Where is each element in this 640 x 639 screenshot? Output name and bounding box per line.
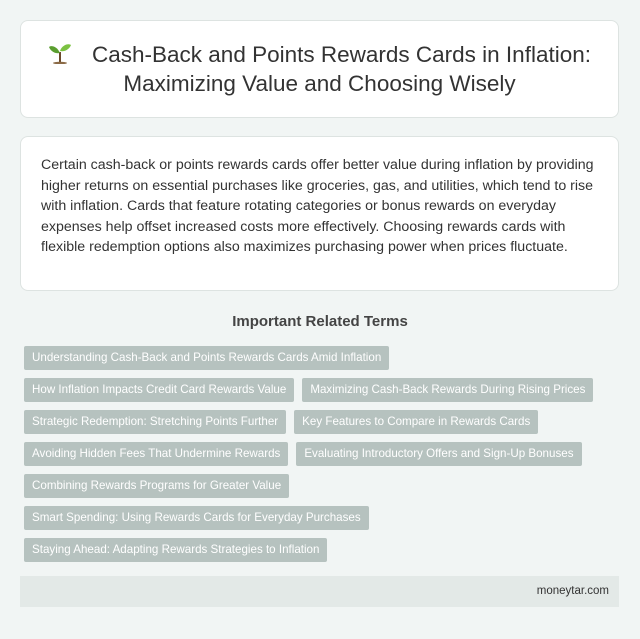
related-term-tag[interactable]: Evaluating Introductory Offers and Sign-Up Bonuses (296, 442, 581, 466)
tag-row (24, 506, 620, 530)
footer (20, 576, 619, 607)
tag-row (24, 474, 620, 498)
related-terms-list (24, 346, 620, 570)
related-term-tag[interactable]: Avoiding Hidden Fees That Undermine Rewards (24, 442, 288, 466)
page-title-text: Cash-Back and Points Rewards Cards in Inflation: Maximizing Value and Choosing Wisely (92, 42, 591, 96)
footer-site-link[interactable]: moneytar.com (536, 585, 609, 597)
tag-row (24, 410, 620, 434)
related-term-tag[interactable]: Understanding Cash-Back and Points Rewards Cards Amid Inflation (24, 346, 389, 370)
related-term-tag[interactable]: Strategic Redemption: Stretching Points Further (24, 410, 286, 434)
sprout-icon (48, 42, 72, 64)
related-terms-heading: Important Related Terms (232, 313, 408, 330)
tag-row (24, 538, 620, 562)
description-card (20, 136, 619, 291)
tag-row (24, 346, 620, 370)
tag-row (24, 378, 620, 402)
page-title (21, 40, 618, 98)
description-text: Certain cash-back or points rewards cards offer better value during inflation by providing higher returns on essential purchases like groceries, gas, and utilities, which tend to rise with inflation. Cards that feature rotating categories or bonus rewards on everyday expenses help offset increased costs more effectively. Choosing rewards cards with flexible redemption options also maximizes purchasing power when prices fluctuate. (41, 157, 594, 255)
related-term-tag[interactable]: Maximizing Cash-Back Rewards During Rising Prices (302, 378, 593, 402)
related-term-tag[interactable]: Staying Ahead: Adapting Rewards Strategies to Inflation (24, 538, 327, 562)
related-term-tag[interactable]: Smart Spending: Using Rewards Cards for Everyday Purchases (24, 506, 369, 530)
related-term-tag[interactable]: How Inflation Impacts Credit Card Rewards Value (24, 378, 294, 402)
tag-row (24, 442, 620, 466)
related-term-tag[interactable]: Key Features to Compare in Rewards Cards (294, 410, 538, 434)
title-card (20, 20, 619, 118)
related-term-tag[interactable]: Combining Rewards Programs for Greater Value (24, 474, 289, 498)
